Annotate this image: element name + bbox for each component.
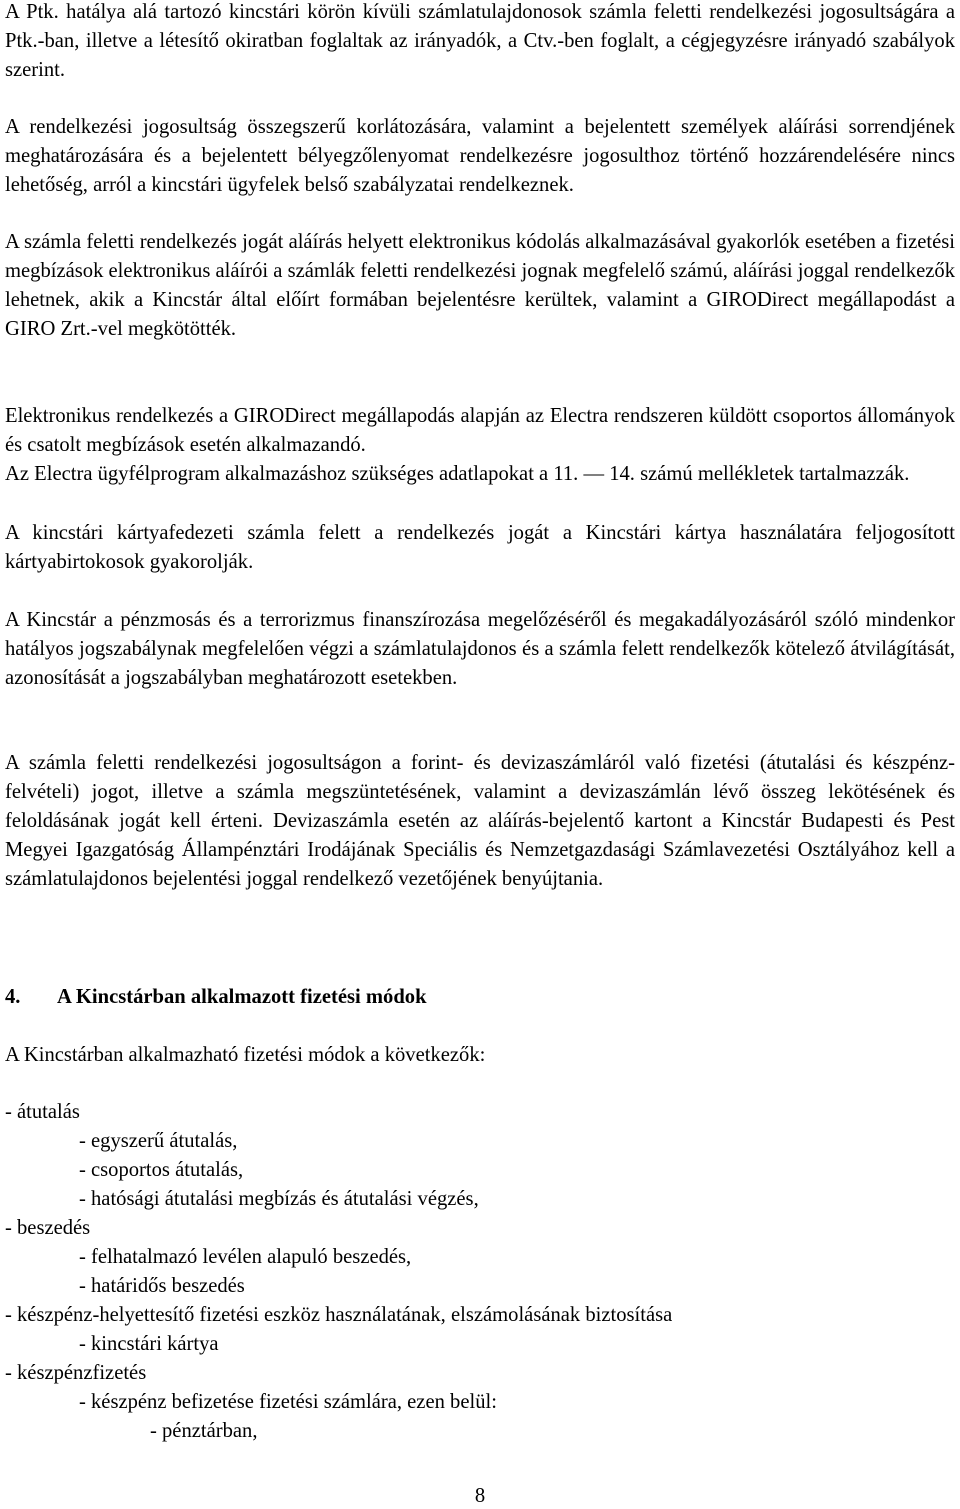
list-item: - egyszerű átutalás, [79, 1130, 238, 1152]
paragraph-electra-forms: Az Electra ügyfélprogram alkalmazáshoz szükséges adatlapokat a 11. — 14. számú mellékletek tartalmazzák. [5, 463, 910, 485]
paragraph-money-laundering: A Kincstár a pénzmosás és a terrorizmus finanszírozása megelőzéséről és megakadályozásáról szóló mindenkor hatályos jogszabálynak megfelelően végzi a számlatulajdonos és a számla felett rendelkezők kötelező átvilágítását, azonosítását a jogszabályban meghatározott esetekben. [5, 609, 955, 689]
list-item: - határidős beszedés [79, 1275, 245, 1297]
paragraph-girodirect: Elektronikus rendelkezés a GIRODirect megállapodás alapján az Electra rendszeren küldött csoportos állományok és csatolt megbízások esetén alkalmazandó. [5, 405, 955, 456]
list-item: - pénztárban, [150, 1420, 258, 1442]
paragraph-restriction: A rendelkezési jogosultság összegszerű korlátozására, valamint a bejelentett személyek aláírási sorrendjének meghatározására és a bejelentett bélyegzőlenyomat rendelkezésre jogosulthoz történő hozzárendelésére nincs lehetőség, arról a kincstári ügyfelek belső szabályzatai rendelkeznek. [5, 116, 955, 196]
paragraph-foreign-currency: A számla feletti rendelkezési jogosultságon a forint- és devizaszámláról való fizetési (átutalási és készpénz-felvételi) jogot, illetve a számla megszüntetésének, valamint a devizaszámlán lévő összeg lekötésének és feloldásának jogát kell érteni. Devizaszámla esetén az aláírás-bejelentő kartont a Kincstár Budapesti és Pest Megyei Igazgatóság Állampénztári Irodájának Speciális és Nemzetgazdasági Számlavezetési Osztályához kell a számlatulajdonos bejelentési joggal rendelkező vezetőjének benyújtania. [5, 752, 955, 890]
list-item: - beszedés [5, 1217, 91, 1239]
page-number: 8 [474, 1485, 486, 1507]
list-item: - készpénz-helyettesítő fizetési eszköz használatának, elszámolásának biztosítása [5, 1304, 673, 1326]
section-title: A Kincstárban alkalmazott fizetési módok [57, 986, 427, 1008]
list-item: - felhatalmazó levélen alapuló beszedés, [79, 1246, 412, 1268]
paragraph-ptk-authority: A Ptk. hatálya alá tartozó kincstári körön kívüli számlatulajdonosok számla feletti rendelkezési jogosultságára a Ptk.-ban, illetve a létesítő okiratban foglaltak az irányadók, a Ctv.-ben foglalt, a cégjegyzésre irányadó szabályok szerint. [5, 1, 955, 81]
list-item: - kincstári kártya [79, 1333, 219, 1355]
paragraph-electronic-signing: A számla feletti rendelkezés jogát aláírás helyett elektronikus kódolás alkalmazásával gyakorlók esetében a fizetési megbízások elektronikus aláírói a számlák feletti rendelkezési jognak megfelelő számú, aláírási joggal rendelkezők lehetnek, akik a Kincstár által előírt formában bejelentésre kerültek, valamint a GIRODirect megállapodást a GIRO Zrt.-vel megkötötték. [5, 231, 955, 340]
list-item: - átutalás [5, 1101, 80, 1123]
section-intro: A Kincstárban alkalmazható fizetési módok a következők: [5, 1044, 486, 1066]
list-item: - hatósági átutalási megbízás és átutalási végzés, [79, 1188, 479, 1210]
payment-methods-list [5, 1098, 672, 1446]
paragraph-card-account: A kincstári kártyafedezeti számla felett a rendelkezés jogát a Kincstári kártya használatára feljogosított kártyabirtokosok gyakorolják. [5, 522, 955, 573]
list-item: - csoportos átutalás, [79, 1159, 244, 1181]
list-item: - készpénz befizetése fizetési számlára, ezen belül: [79, 1391, 497, 1413]
section-number: 4. [5, 986, 21, 1008]
list-item: - készpénzfizetés [5, 1362, 147, 1384]
section-heading [5, 983, 427, 1012]
